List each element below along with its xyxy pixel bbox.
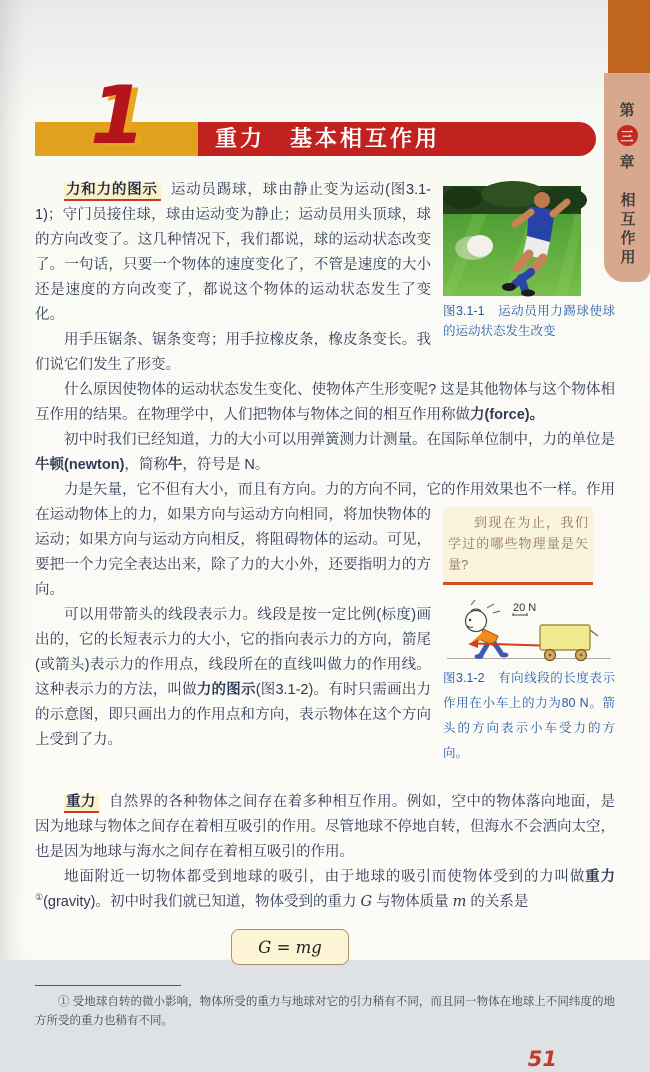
term-gravity: 重力: [585, 869, 616, 885]
formula-box: [231, 929, 349, 965]
paragraph-text: 初中时我们已经知道，力的大小可以用弹簧测力计测量。在国际单位制中，力的单位是: [64, 432, 615, 448]
chapter-prefix: 第: [619, 102, 635, 119]
paragraph-force-definition: [35, 378, 615, 428]
section-head-force: 力和力的图示: [64, 182, 161, 201]
paragraph-text: ，简称: [124, 457, 168, 473]
chapter-number: 三: [620, 129, 634, 144]
cart-pull-illustration: [443, 598, 615, 666]
paragraph-text: 地面附近一切物体都受到地球的吸引，由于地球的吸引而使物体受到的力叫做: [64, 869, 586, 885]
formula-G-mg: G = mg: [258, 937, 322, 957]
paragraph-text: 力是矢量，它不但有大小，而且有方向。力的方向不同，它的作用效果也不一样。作用: [64, 482, 615, 498]
paragraph-gravity-intro: [35, 776, 615, 865]
paragraph-text: 与物体质量: [372, 894, 453, 910]
paragraph-text: 运动员踢球，球由静止变为运动(图3.1-1)；守门员接住球，球由运动变为静止；运动员用头顶球，球的方向改变了。这几种情况下，我们都说，球的运动状态改变了。一句话，只要一个物体的速度变化了，不管是速度的大小还是速度的方向改变了，都说这个物体的运动状态发生了变化。: [35, 182, 431, 323]
term-force: 力: [470, 407, 485, 423]
unit-number: 1: [90, 69, 146, 162]
term-force-diagram: 力的图示: [196, 682, 256, 698]
soccer-kick-photo: [443, 186, 581, 296]
paragraph-text: (图3.1-2)。有时只需画出力的示意图，即只画出力的作用点和方向，表示物体在这个方向上受到了力。: [35, 682, 432, 748]
term-force-en: (force)。: [484, 407, 545, 423]
figure-3-1-1: [443, 186, 615, 341]
paragraph-text: 自然界的各种物体之间存在着多种相互作用。例如，空中的物体落向地面，是因为地球与物体之间存在着相互吸引的作用。尽管地球不停地自转，但海水不会洒向太空，也是因为地球与海水之间存在着相互吸引的作用。: [35, 794, 616, 860]
chapter-title: 相互作用: [618, 192, 636, 268]
footnote-rule: [35, 985, 181, 986]
figure-3-1-2-caption: 图3.1-2 有向线段的长度表示作用在小车上的力为80 N。箭头的方向表示小车受力的方向。: [443, 671, 615, 760]
right-column-block: [443, 507, 615, 766]
footnote-marker: ①: [35, 892, 44, 903]
paragraph-text: 可以用带箭头的线段表示力。线段是按一定比例(标度)画出的，它的长短表示力的大小，它的指向表示力的方向，箭尾(或箭头)表示力的作用点，线段所在的直线叫做力的作用线。这种表示力的方法，叫做: [35, 607, 431, 698]
term-newton: 牛顿(newton): [35, 457, 125, 473]
paragraph-text: ，符号是 N。: [182, 457, 270, 473]
scale-label: 20 N: [513, 602, 537, 614]
figure-3-1-2: [443, 598, 615, 766]
paragraph-text: 在运动物体上的力，如果方向与运动方向相同，将加快物体的运动；如果方向与运动方向相反，将阻碍物体的运动。可见，要把一个力完全表达出来，除了力的大小外，还要指明力的方向。: [35, 507, 431, 598]
paragraph-text: 的关系是: [466, 894, 529, 910]
page-number: 51: [527, 1047, 557, 1071]
symbol-G: G: [360, 894, 373, 910]
unit-title: 重力 基本相互作用: [215, 126, 441, 152]
question-box: [443, 507, 593, 585]
symbol-m: m: [452, 894, 467, 910]
paragraph-force-unit: [35, 428, 615, 478]
paragraph-gravity-definition: [35, 865, 615, 915]
force-arrowhead: [468, 640, 478, 649]
paragraph-text: 什么原因使物体的运动状态发生变化、使物体产生形变呢? 这是其他物体与这个物体相互作用的结果。在物理学中，人们把物体与物体之间的相互作用称做: [35, 382, 615, 423]
section-head-gravity: 重力: [64, 794, 99, 813]
term-niu: 牛: [167, 457, 183, 473]
question-text: 到现在为止，我们学过的哪些物理量是矢量?: [448, 515, 588, 572]
footnote: ① 受地球自转的微小影响，物体所受的重力与地球对它的引力稍有不同，而且同一物体在地球上不同纬度的地方所受的重力也稍有不同。: [35, 996, 615, 1027]
paragraph-text: 用手压锯条、锯条变弯；用手拉橡皮条，橡皮条变长。我们说它们发生了形变。: [35, 332, 431, 373]
figure-3-1-1-caption: 图3.1-1 运动员用力踢球使球的运动状态发生改变: [443, 304, 615, 338]
page-content: [35, 156, 615, 1072]
paragraph-text: (gravity)。初中时我们就已知道，物体受到的重力: [43, 894, 361, 910]
unit-header: [0, 0, 650, 162]
chapter-suffix: 章: [619, 154, 635, 171]
